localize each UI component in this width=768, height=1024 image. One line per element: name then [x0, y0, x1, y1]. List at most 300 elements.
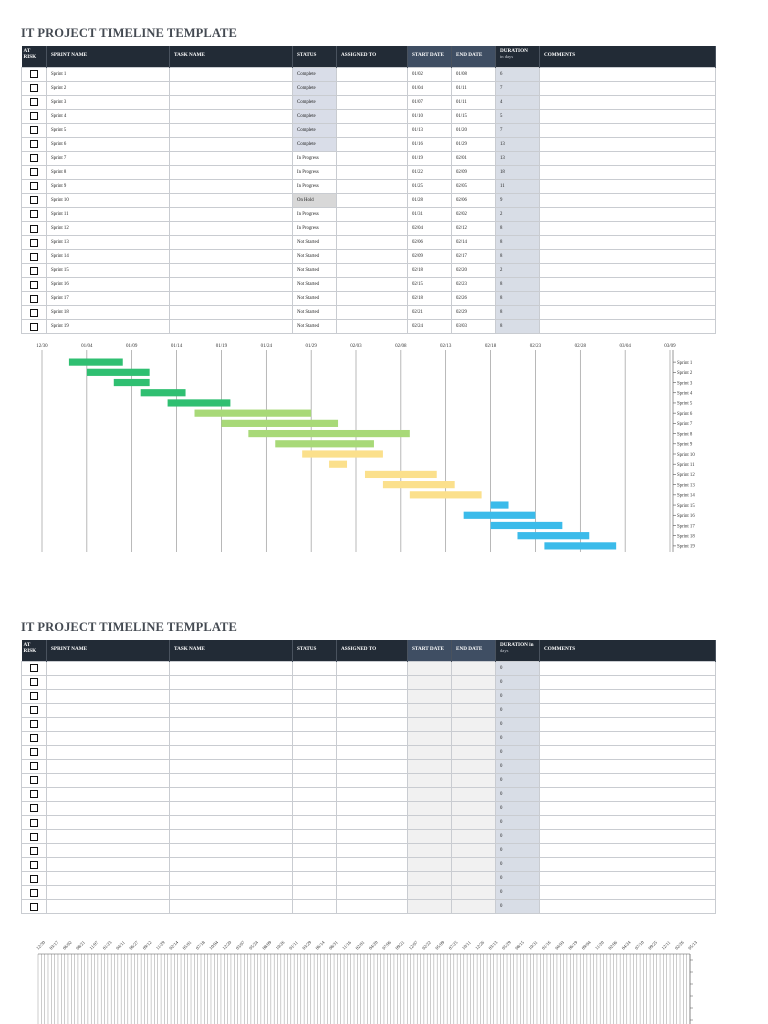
comments-cell[interactable]	[540, 675, 716, 689]
status-cell[interactable]: Not Started	[293, 264, 337, 278]
task-name-cell[interactable]	[170, 886, 293, 900]
start-date-cell[interactable]: 01/02	[408, 67, 452, 81]
assigned-to-cell[interactable]	[337, 675, 408, 689]
start-date-cell[interactable]	[408, 731, 452, 745]
at-risk-checkbox[interactable]	[30, 126, 38, 134]
comments-cell[interactable]	[540, 717, 716, 731]
task-name-cell[interactable]	[170, 306, 293, 320]
at-risk-checkbox[interactable]	[30, 225, 38, 233]
task-name-cell[interactable]	[170, 320, 293, 334]
comments-cell[interactable]	[540, 858, 716, 872]
status-cell[interactable]	[293, 773, 337, 787]
at-risk-checkbox[interactable]	[30, 861, 38, 869]
start-date-cell[interactable]	[408, 801, 452, 815]
status-cell[interactable]	[293, 787, 337, 801]
task-name-cell[interactable]	[170, 759, 293, 773]
task-name-cell[interactable]	[170, 801, 293, 815]
comments-cell[interactable]	[540, 320, 716, 334]
task-name-cell[interactable]	[170, 123, 293, 137]
task-name-cell[interactable]	[170, 278, 293, 292]
at-risk-checkbox[interactable]	[30, 84, 38, 92]
at-risk-checkbox[interactable]	[30, 692, 38, 700]
comments-cell[interactable]	[540, 123, 716, 137]
assigned-to-cell[interactable]	[337, 689, 408, 703]
sprint-name-cell[interactable]: Sprint 1	[47, 67, 170, 81]
comments-cell[interactable]	[540, 179, 716, 193]
status-cell[interactable]	[293, 872, 337, 886]
comments-cell[interactable]	[540, 844, 716, 858]
at-risk-checkbox[interactable]	[30, 804, 38, 812]
status-cell[interactable]	[293, 731, 337, 745]
start-date-cell[interactable]: 01/13	[408, 123, 452, 137]
assigned-to-cell[interactable]	[337, 81, 408, 95]
end-date-cell[interactable]	[452, 745, 496, 759]
end-date-cell[interactable]	[452, 816, 496, 830]
status-cell[interactable]: In Progress	[293, 165, 337, 179]
start-date-cell[interactable]	[408, 745, 452, 759]
x-tick-label: 09/04	[580, 939, 592, 951]
assigned-to-cell[interactable]	[337, 292, 408, 306]
start-date-cell[interactable]: 01/16	[408, 137, 452, 151]
sprint-name-cell[interactable]: Sprint 18	[47, 306, 170, 320]
task-name-cell[interactable]	[170, 179, 293, 193]
task-name-cell[interactable]	[170, 165, 293, 179]
assigned-to-cell[interactable]	[337, 858, 408, 872]
comments-cell[interactable]	[540, 787, 716, 801]
sprint-name-cell[interactable]: Sprint 8	[47, 165, 170, 179]
assigned-to-cell[interactable]	[337, 306, 408, 320]
assigned-to-cell[interactable]	[337, 717, 408, 731]
task-name-cell[interactable]	[170, 816, 293, 830]
status-cell[interactable]: In Progress	[293, 207, 337, 221]
task-name-cell[interactable]	[170, 207, 293, 221]
status-cell[interactable]: Not Started	[293, 320, 337, 334]
sprint-name-cell[interactable]: Sprint 2	[47, 81, 170, 95]
end-date-cell[interactable]: 02/17	[452, 250, 496, 264]
start-date-cell[interactable]	[408, 689, 452, 703]
start-date-cell[interactable]: 02/21	[408, 306, 452, 320]
status-cell[interactable]: Complete	[293, 137, 337, 151]
comments-cell[interactable]	[540, 731, 716, 745]
comments-cell[interactable]	[540, 207, 716, 221]
comments-cell[interactable]	[540, 689, 716, 703]
status-cell[interactable]	[293, 801, 337, 815]
task-name-cell[interactable]	[170, 109, 293, 123]
comments-cell[interactable]	[540, 95, 716, 109]
end-date-cell[interactable]: 02/20	[452, 264, 496, 278]
category-label: Sprint 2	[677, 371, 693, 377]
start-date-cell[interactable]	[408, 830, 452, 844]
start-date-cell[interactable]: 01/10	[408, 109, 452, 123]
task-name-cell[interactable]	[170, 661, 293, 675]
comments-cell[interactable]	[540, 278, 716, 292]
assigned-to-cell[interactable]	[337, 222, 408, 236]
status-cell[interactable]	[293, 844, 337, 858]
comments-cell[interactable]	[540, 264, 716, 278]
start-date-cell[interactable]: 02/04	[408, 222, 452, 236]
status-cell[interactable]	[293, 717, 337, 731]
at-risk-checkbox[interactable]	[30, 168, 38, 176]
sprint-name-cell[interactable]	[47, 872, 170, 886]
assigned-to-cell[interactable]	[337, 123, 408, 137]
at-risk-checkbox[interactable]	[30, 98, 38, 106]
comments-cell[interactable]	[540, 306, 716, 320]
status-cell[interactable]: In Progress	[293, 222, 337, 236]
start-date-cell[interactable]: 01/28	[408, 193, 452, 207]
at-risk-checkbox[interactable]	[30, 790, 38, 798]
end-date-cell[interactable]	[452, 872, 496, 886]
task-name-cell[interactable]	[170, 222, 293, 236]
at-risk-checkbox[interactable]	[30, 154, 38, 162]
end-date-cell[interactable]: 02/29	[452, 306, 496, 320]
at-risk-checkbox[interactable]	[30, 776, 38, 784]
end-date-cell[interactable]	[452, 844, 496, 858]
comments-cell[interactable]	[540, 759, 716, 773]
status-cell[interactable]	[293, 703, 337, 717]
comments-cell[interactable]	[540, 886, 716, 900]
at-risk-checkbox[interactable]	[30, 140, 38, 148]
start-date-cell[interactable]: 01/22	[408, 165, 452, 179]
at-risk-checkbox[interactable]	[30, 309, 38, 317]
start-date-cell[interactable]	[408, 816, 452, 830]
task-name-cell[interactable]	[170, 745, 293, 759]
end-date-cell[interactable]: 01/20	[452, 123, 496, 137]
assigned-to-cell[interactable]	[337, 109, 408, 123]
at-risk-checkbox[interactable]	[30, 239, 38, 247]
comments-cell[interactable]	[540, 830, 716, 844]
status-cell[interactable]	[293, 886, 337, 900]
start-date-cell[interactable]	[408, 900, 452, 914]
start-date-cell[interactable]: 01/07	[408, 95, 452, 109]
comments-cell[interactable]	[540, 165, 716, 179]
end-date-cell[interactable]	[452, 689, 496, 703]
assigned-to-cell[interactable]	[337, 278, 408, 292]
end-date-cell[interactable]: 02/09	[452, 165, 496, 179]
status-cell[interactable]	[293, 661, 337, 675]
start-date-cell[interactable]: 01/31	[408, 207, 452, 221]
end-date-cell[interactable]	[452, 717, 496, 731]
sprint-name-cell[interactable]	[47, 787, 170, 801]
status-cell[interactable]	[293, 816, 337, 830]
status-cell[interactable]	[293, 858, 337, 872]
assigned-to-cell[interactable]	[337, 900, 408, 914]
end-date-cell[interactable]: 02/05	[452, 179, 496, 193]
task-name-cell[interactable]	[170, 193, 293, 207]
task-name-cell[interactable]	[170, 264, 293, 278]
sprint-name-cell[interactable]	[47, 858, 170, 872]
task-name-cell[interactable]	[170, 236, 293, 250]
at-risk-checkbox[interactable]	[30, 323, 38, 331]
start-date-cell[interactable]	[408, 661, 452, 675]
comments-cell[interactable]	[540, 193, 716, 207]
task-name-cell[interactable]	[170, 717, 293, 731]
status-cell[interactable]: On Hold	[293, 193, 337, 207]
sprint-name-cell[interactable]: Sprint 13	[47, 236, 170, 250]
assigned-to-cell[interactable]	[337, 816, 408, 830]
status-cell[interactable]: Not Started	[293, 236, 337, 250]
assigned-to-cell[interactable]	[337, 787, 408, 801]
assigned-to-cell[interactable]	[337, 137, 408, 151]
assigned-to-cell[interactable]	[337, 250, 408, 264]
assigned-to-cell[interactable]	[337, 886, 408, 900]
sprint-name-cell[interactable]	[47, 816, 170, 830]
comments-cell[interactable]	[540, 872, 716, 886]
assigned-to-cell[interactable]	[337, 759, 408, 773]
assigned-to-cell[interactable]	[337, 151, 408, 165]
sprint-name-cell[interactable]	[47, 675, 170, 689]
comments-cell[interactable]	[540, 137, 716, 151]
start-date-cell[interactable]: 02/06	[408, 236, 452, 250]
status-cell[interactable]: Not Started	[293, 292, 337, 306]
comments-cell[interactable]	[540, 801, 716, 815]
start-date-cell[interactable]	[408, 787, 452, 801]
sprint-name-cell[interactable]: Sprint 15	[47, 264, 170, 278]
at-risk-checkbox[interactable]	[30, 720, 38, 728]
start-date-cell[interactable]	[408, 703, 452, 717]
sprint-name-cell[interactable]	[47, 745, 170, 759]
task-name-cell[interactable]	[170, 858, 293, 872]
sprint-name-cell[interactable]	[47, 731, 170, 745]
status-cell[interactable]	[293, 675, 337, 689]
start-date-cell[interactable]: 02/18	[408, 292, 452, 306]
sprint-name-cell[interactable]: Sprint 11	[47, 207, 170, 221]
task-name-cell[interactable]	[170, 81, 293, 95]
status-cell[interactable]: In Progress	[293, 179, 337, 193]
comments-cell[interactable]	[540, 81, 716, 95]
task-name-cell[interactable]	[170, 675, 293, 689]
comments-cell[interactable]	[540, 292, 716, 306]
assigned-to-cell[interactable]	[337, 179, 408, 193]
end-date-cell[interactable]: 02/26	[452, 292, 496, 306]
end-date-cell[interactable]	[452, 759, 496, 773]
sprint-name-cell[interactable]: Sprint 4	[47, 109, 170, 123]
comments-cell[interactable]	[540, 900, 716, 914]
task-name-cell[interactable]	[170, 830, 293, 844]
task-name-cell[interactable]	[170, 773, 293, 787]
end-date-cell[interactable]	[452, 675, 496, 689]
status-cell[interactable]	[293, 759, 337, 773]
task-name-cell[interactable]	[170, 844, 293, 858]
status-cell[interactable]	[293, 900, 337, 914]
start-date-cell[interactable]	[408, 675, 452, 689]
status-cell[interactable]	[293, 745, 337, 759]
end-date-cell[interactable]	[452, 900, 496, 914]
at-risk-checkbox[interactable]	[30, 267, 38, 275]
at-risk-checkbox[interactable]	[30, 210, 38, 218]
end-date-cell[interactable]: 02/14	[452, 236, 496, 250]
status-cell[interactable]	[293, 830, 337, 844]
end-date-cell[interactable]: 01/11	[452, 81, 496, 95]
assigned-to-cell[interactable]	[337, 703, 408, 717]
task-name-cell[interactable]	[170, 689, 293, 703]
at-risk-checkbox[interactable]	[30, 889, 38, 897]
end-date-cell[interactable]	[452, 661, 496, 675]
comments-cell[interactable]	[540, 773, 716, 787]
at-risk-checkbox[interactable]	[30, 281, 38, 289]
assigned-to-cell[interactable]	[337, 165, 408, 179]
task-name-cell[interactable]	[170, 151, 293, 165]
assigned-to-cell[interactable]	[337, 67, 408, 81]
at-risk-checkbox[interactable]	[30, 847, 38, 855]
assigned-to-cell[interactable]	[337, 801, 408, 815]
comments-cell[interactable]	[540, 151, 716, 165]
at-risk-checkbox[interactable]	[30, 762, 38, 770]
start-date-cell[interactable]: 02/24	[408, 320, 452, 334]
end-date-cell[interactable]	[452, 731, 496, 745]
sprint-name-cell[interactable]: Sprint 12	[47, 222, 170, 236]
sprint-name-cell[interactable]: Sprint 9	[47, 179, 170, 193]
at-risk-checkbox[interactable]	[30, 734, 38, 742]
task-name-cell[interactable]	[170, 900, 293, 914]
sprint-name-cell[interactable]: Sprint 5	[47, 123, 170, 137]
at-risk-checkbox[interactable]	[30, 295, 38, 303]
sprint-name-cell[interactable]: Sprint 7	[47, 151, 170, 165]
task-name-cell[interactable]	[170, 250, 293, 264]
assigned-to-cell[interactable]	[337, 830, 408, 844]
start-date-cell[interactable]	[408, 759, 452, 773]
assigned-to-cell[interactable]	[337, 844, 408, 858]
status-cell[interactable]: Not Started	[293, 306, 337, 320]
at-risk-checkbox[interactable]	[30, 875, 38, 883]
sprint-name-cell[interactable]: Sprint 17	[47, 292, 170, 306]
end-date-cell[interactable]: 02/02	[452, 207, 496, 221]
end-date-cell[interactable]	[452, 801, 496, 815]
sprint-name-cell[interactable]	[47, 773, 170, 787]
assigned-to-cell[interactable]	[337, 207, 408, 221]
end-date-cell[interactable]: 02/23	[452, 278, 496, 292]
end-date-cell[interactable]: 01/29	[452, 137, 496, 151]
sprint-name-cell[interactable]	[47, 801, 170, 815]
end-date-cell[interactable]	[452, 703, 496, 717]
at-risk-checkbox[interactable]	[30, 70, 38, 78]
task-name-cell[interactable]	[170, 787, 293, 801]
sprint-name-cell[interactable]	[47, 886, 170, 900]
assigned-to-cell[interactable]	[337, 872, 408, 886]
sprint-name-cell[interactable]	[47, 844, 170, 858]
assigned-to-cell[interactable]	[337, 236, 408, 250]
at-risk-checkbox[interactable]	[30, 112, 38, 120]
comments-cell[interactable]	[540, 745, 716, 759]
at-risk-checkbox[interactable]	[30, 678, 38, 686]
sprint-name-cell[interactable]	[47, 759, 170, 773]
task-name-cell[interactable]	[170, 95, 293, 109]
status-cell[interactable]: Complete	[293, 123, 337, 137]
task-name-cell[interactable]	[170, 292, 293, 306]
status-cell[interactable]: Complete	[293, 81, 337, 95]
end-date-cell[interactable]: 02/06	[452, 193, 496, 207]
task-name-cell[interactable]	[170, 67, 293, 81]
task-name-cell[interactable]	[170, 731, 293, 745]
end-date-cell[interactable]: 01/15	[452, 109, 496, 123]
end-date-cell[interactable]: 03/03	[452, 320, 496, 334]
at-risk-checkbox[interactable]	[30, 706, 38, 714]
page-title: IT PROJECT TIMELINE TEMPLATE	[21, 26, 237, 40]
at-risk-checkbox[interactable]	[30, 664, 38, 672]
start-date-cell[interactable]: 01/04	[408, 81, 452, 95]
start-date-cell[interactable]: 01/25	[408, 179, 452, 193]
sprint-name-cell[interactable]	[47, 717, 170, 731]
task-name-cell[interactable]	[170, 872, 293, 886]
sprint-name-cell[interactable]	[47, 689, 170, 703]
duration-cell: 0	[496, 858, 540, 872]
status-cell[interactable]: In Progress	[293, 151, 337, 165]
start-date-cell[interactable]: 02/09	[408, 250, 452, 264]
assigned-to-cell[interactable]	[337, 264, 408, 278]
at-risk-checkbox[interactable]	[30, 253, 38, 261]
assigned-to-cell[interactable]	[337, 95, 408, 109]
start-date-cell[interactable]	[408, 773, 452, 787]
sprint-name-cell[interactable]: Sprint 16	[47, 278, 170, 292]
end-date-cell[interactable]	[452, 830, 496, 844]
comments-cell[interactable]	[540, 250, 716, 264]
start-date-cell[interactable]	[408, 872, 452, 886]
start-date-cell[interactable]: 01/19	[408, 151, 452, 165]
assigned-to-cell[interactable]	[337, 661, 408, 675]
at-risk-checkbox[interactable]	[30, 833, 38, 841]
sprint-name-cell[interactable]: Sprint 6	[47, 137, 170, 151]
at-risk-checkbox[interactable]	[30, 819, 38, 827]
start-date-cell[interactable]	[408, 717, 452, 731]
start-date-cell[interactable]	[408, 858, 452, 872]
status-cell[interactable]: Complete	[293, 67, 337, 81]
comments-cell[interactable]	[540, 703, 716, 717]
end-date-cell[interactable]	[452, 858, 496, 872]
end-date-cell[interactable]: 02/12	[452, 222, 496, 236]
at-risk-checkbox[interactable]	[30, 748, 38, 756]
assigned-to-cell[interactable]	[337, 193, 408, 207]
sprint-name-cell[interactable]: Sprint 14	[47, 250, 170, 264]
comments-cell[interactable]	[540, 222, 716, 236]
sprint-name-cell[interactable]	[47, 830, 170, 844]
end-date-cell[interactable]	[452, 773, 496, 787]
start-date-cell[interactable]: 02/18	[408, 264, 452, 278]
sprint-name-cell[interactable]: Sprint 10	[47, 193, 170, 207]
status-cell[interactable]	[293, 689, 337, 703]
status-cell[interactable]: Not Started	[293, 278, 337, 292]
at-risk-checkbox[interactable]	[30, 903, 38, 911]
at-risk-checkbox[interactable]	[30, 182, 38, 190]
at-risk-checkbox[interactable]	[30, 196, 38, 204]
sprint-name-cell[interactable]: Sprint 19	[47, 320, 170, 334]
comments-cell[interactable]	[540, 661, 716, 675]
task-name-cell[interactable]	[170, 703, 293, 717]
start-date-cell[interactable]	[408, 886, 452, 900]
assigned-to-cell[interactable]	[337, 773, 408, 787]
sprint-name-cell[interactable]	[47, 661, 170, 675]
start-date-cell[interactable]: 02/15	[408, 278, 452, 292]
assigned-to-cell[interactable]	[337, 731, 408, 745]
end-date-cell[interactable]: 01/11	[452, 95, 496, 109]
end-date-cell[interactable]	[452, 787, 496, 801]
comments-cell[interactable]	[540, 236, 716, 250]
sprint-name-cell[interactable]	[47, 703, 170, 717]
end-date-cell[interactable]: 01/08	[452, 67, 496, 81]
status-cell[interactable]: Complete	[293, 95, 337, 109]
assigned-to-cell[interactable]	[337, 320, 408, 334]
status-cell[interactable]: Not Started	[293, 250, 337, 264]
sprint-name-cell[interactable]: Sprint 3	[47, 95, 170, 109]
task-name-cell[interactable]	[170, 137, 293, 151]
end-date-cell[interactable]	[452, 886, 496, 900]
status-cell[interactable]: Complete	[293, 109, 337, 123]
comments-cell[interactable]	[540, 67, 716, 81]
comments-cell[interactable]	[540, 816, 716, 830]
comments-cell[interactable]	[540, 109, 716, 123]
assigned-to-cell[interactable]	[337, 745, 408, 759]
end-date-cell[interactable]: 02/01	[452, 151, 496, 165]
sprint-name-cell[interactable]	[47, 900, 170, 914]
start-date-cell[interactable]	[408, 844, 452, 858]
